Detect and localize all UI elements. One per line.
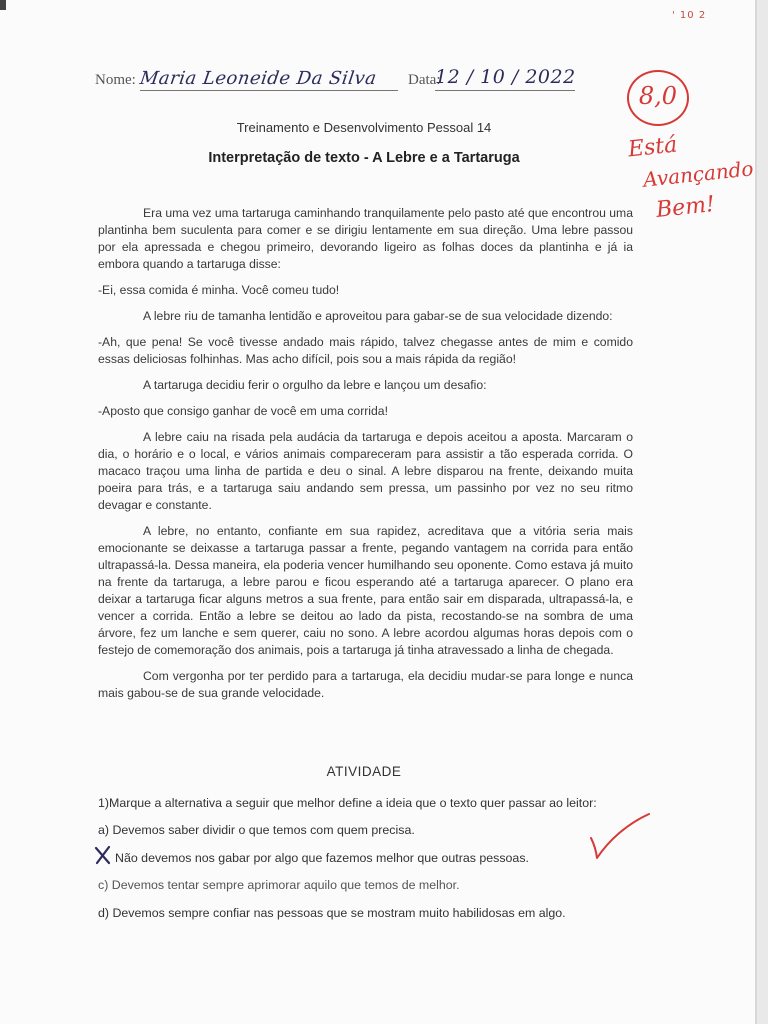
activity-heading: ATIVIDADE [326, 764, 402, 779]
date-underline [435, 90, 575, 91]
teacher-comment-line-3: Bem! [654, 191, 717, 224]
paragraph: A lebre, no entanto, confiante em sua rapidez, acreditava que a vitória seria mais emocionante se deixasse a tartaruga passar a frente, pegando vantagem na corrida para então ultrapassá-la. Dessa maneira, ela poderia vencer humilhando seu oponente. Como estava já muito na frente da tartaruga, a lebre parou e ficou esperando até a tartaruga aparecer. O plano era deixar a tartaruga ficar alguns metros a sua frente, para então sair em disparada, ultrapassá-la, e vencer a corrida. Então a lebre se deitou ao lado da pista, recostando-se na sombra de uma árvore, fez um lanche e sem querer, caiu no sono. A lebre acordou algumas horas depois com o festejo de comemoração dos animais, pois a tartaruga já tinha atravessado a linha de chegada. [98, 524, 633, 657]
top-scribble: ' 10 2 [672, 10, 707, 21]
question-text: 1)Marque a alternativa a seguir que melhor define a ideia que o texto quer passar ao leitor: [98, 796, 597, 810]
option-d: d) Devemos sempre confiar nas pessoas que se mostram muito habilidosas em algo. [98, 906, 566, 920]
date-value: 12 / 10 / 2022 [435, 66, 576, 88]
page-title: Interpretação de texto - A Lebre e a Tartaruga [208, 150, 520, 166]
teacher-comment-line-1: Está [626, 132, 679, 163]
name-underline [140, 90, 398, 91]
date-label: Data: [408, 72, 441, 88]
paragraph: Com vergonha por ter perdido para a tartaruga, ela decidiu mudar-se para longe e nunca mais gabou-se de sua grande velocidade. [98, 669, 633, 700]
checkmark-icon [585, 810, 655, 865]
grade-value: 8,0 [638, 82, 678, 110]
paragraph: -Aposto que consigo ganhar de você em uma corrida! [98, 404, 388, 418]
header-row [95, 66, 585, 94]
paragraph: Era uma vez uma tartaruga caminhando tranquilamente pelo pasto até que encontrou uma plantinha bem suculenta para comer e se dirigiu lentamente em sua direção. Uma lebre passou por ela apressada e chegou primeiro, devorando ligeiro as folhas doces da plantinha e já ia embora quando a tartaruga disse: [98, 206, 633, 271]
paragraph: -Ei, essa comida é minha. Você comeu tudo! [98, 283, 340, 297]
option-c: c) Devemos tentar sempre aprimorar aquilo que temos de melhor. [98, 878, 460, 892]
paragraph: A tartaruga decidiu ferir o orgulho da lebre e lançou um desafio: [143, 378, 487, 392]
story-text [98, 205, 633, 711]
option-a: a) Devemos saber dividir o que temos com quem precisa. [98, 823, 415, 837]
student-name: Maria Leoneide Da Silva [138, 68, 378, 89]
paragraph: A lebre caiu na risada pela audácia da tartaruga e depois aceitou a aposta. Marcaram o dia, o horário e o local, e vários animais compareceram para assistir a tão esperada corrida. O macaco traçou uma linha de partida e deu o sinal. A lebre disparou na frente, deixando muita poeira para trás, e a tartaruga saiu andando sem pressa, um passinho por vez no seu ritmo devagar e constante. [98, 430, 633, 512]
option-b: Não devemos nos gabar por algo que fazemos melhor que outras pessoas. [115, 851, 529, 865]
paragraph: -Ah, que pena! Se você tivesse andado mais rápido, talvez chegasse antes de mim e comido essas deliciosas folhinhas. Mas acho difícil, pois sou a mais rápida da região! [98, 335, 633, 366]
course-subtitle: Treinamento e Desenvolvimento Pessoal 14 [236, 120, 492, 135]
paragraph: A lebre riu de tamanha lentidão e aproveitou para gabar-se de sua velocidade dizendo: [143, 309, 613, 323]
grade-circle [627, 70, 689, 126]
x-selection-icon [93, 844, 113, 866]
corner-mark [0, 0, 6, 10]
name-label: Nome: [95, 72, 136, 88]
teacher-comment-line-2: Avançando [642, 156, 755, 192]
